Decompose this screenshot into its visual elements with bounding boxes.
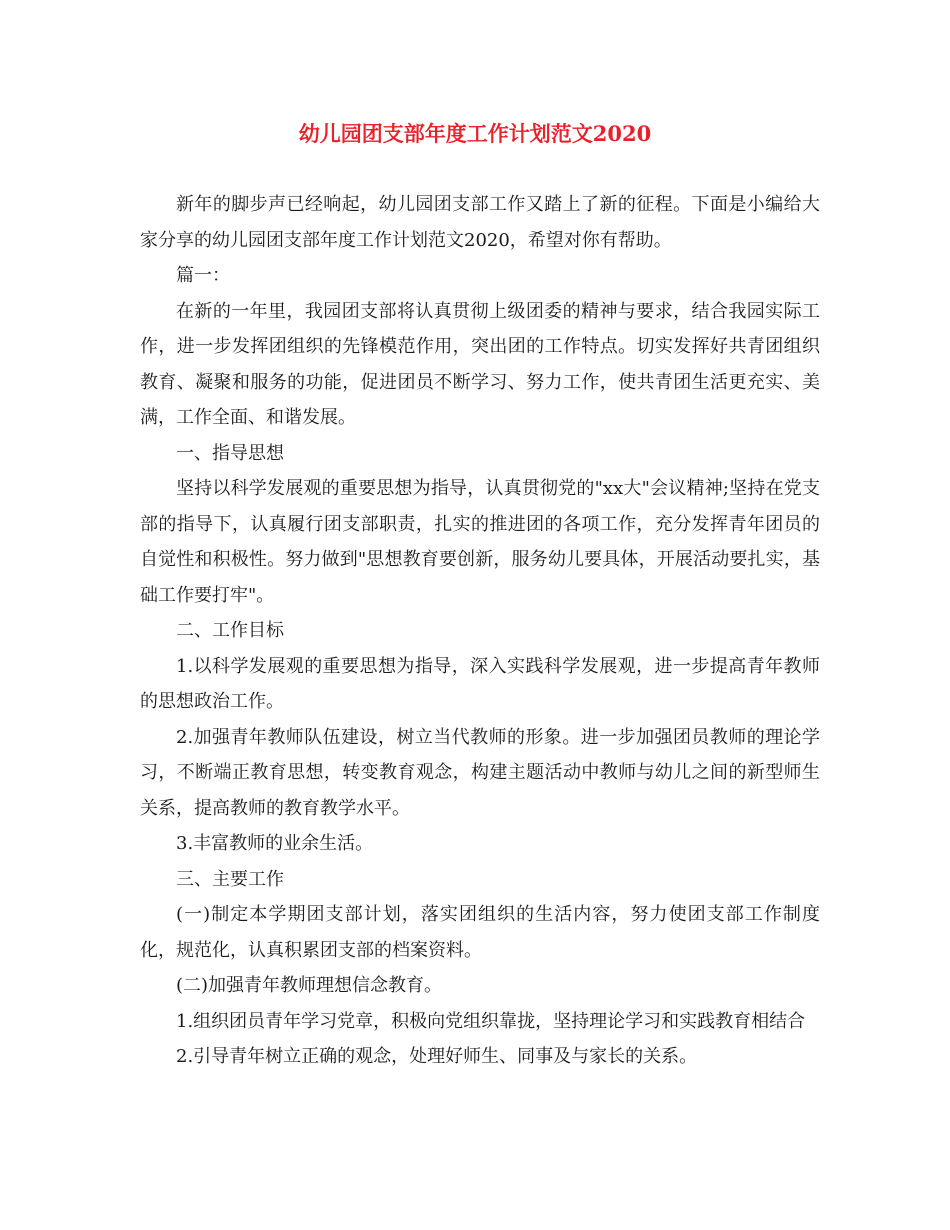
guiding-ideology-paragraph: 坚持以科学发展观的重要思想为指导，认真贯彻党的"xx大"会议精神;坚持在党支部的指导下，认真履行团支部职责，扎实的推进团的各项工作，充分发挥青年团员的自觉性和积极性。努力做到"思想教育要创新，服务幼儿要具体，开展活动要扎实，基础工作要打牢"。 [140,478,820,606]
main-work-subitem-1: 1.组织团员青年学习党章，积极向党组织靠拢，坚持理论学习和实践教育相结合 [176,1010,806,1032]
section-heading-guiding-ideology: 一、指导思想 [176,442,284,464]
main-work-item-2: (二)加强青年教师理想信念教育。 [176,975,443,996]
goal-item-2: 2.加强青年教师队伍建设，树立当代教师的形象。进一步加强团员教师的理论学习，不断端正教育思想，转变教育观念，构建主题活动中教师与幼儿之间的新型师生关系，提高教师的教育教学水平。 [140,726,820,819]
main-work-subitem-2: 2.引导青年树立正确的观念，处理好师生、同事及与家长的关系。 [176,1046,698,1067]
intro-paragraph: 新年的脚步声已经响起，幼儿园团支部工作又踏上了新的征程。下面是小编给大家分享的幼儿园团支部年度工作计划范文2020，希望对你有帮助。 [140,194,820,251]
document-body [140,187,820,1075]
section-heading-main-work: 三、主要工作 [176,868,284,890]
section-heading-work-goals: 二、工作目标 [176,620,284,641]
overview-paragraph: 在新的一年里，我园团支部将认真贯彻上级团委的精神与要求，结合我园实际工作，进一步发挥团组织的先锋模范作用，突出团的工作特点。切实发挥好共青团组织教育、凝聚和服务的功能，促进团员不断学习、努力工作，使共青团生活更充实、美满，工作全面、和谐发展。 [140,300,820,428]
goal-item-3: 3.丰富教师的业余生活。 [176,833,374,854]
document-title: 幼儿园团支部年度工作计划范文2020 [298,121,652,146]
part-one-label: 篇一： [176,265,230,286]
main-work-item-1: (一)制定本学期团支部计划，落实团组织的生活内容，努力使团支部工作制度化，规范化，认真积累团支部的档案资料。 [140,904,820,961]
goal-item-1: 1.以科学发展观的重要思想为指导，深入实践科学发展观，进一步提高青年教师的思想政治工作。 [140,655,820,712]
